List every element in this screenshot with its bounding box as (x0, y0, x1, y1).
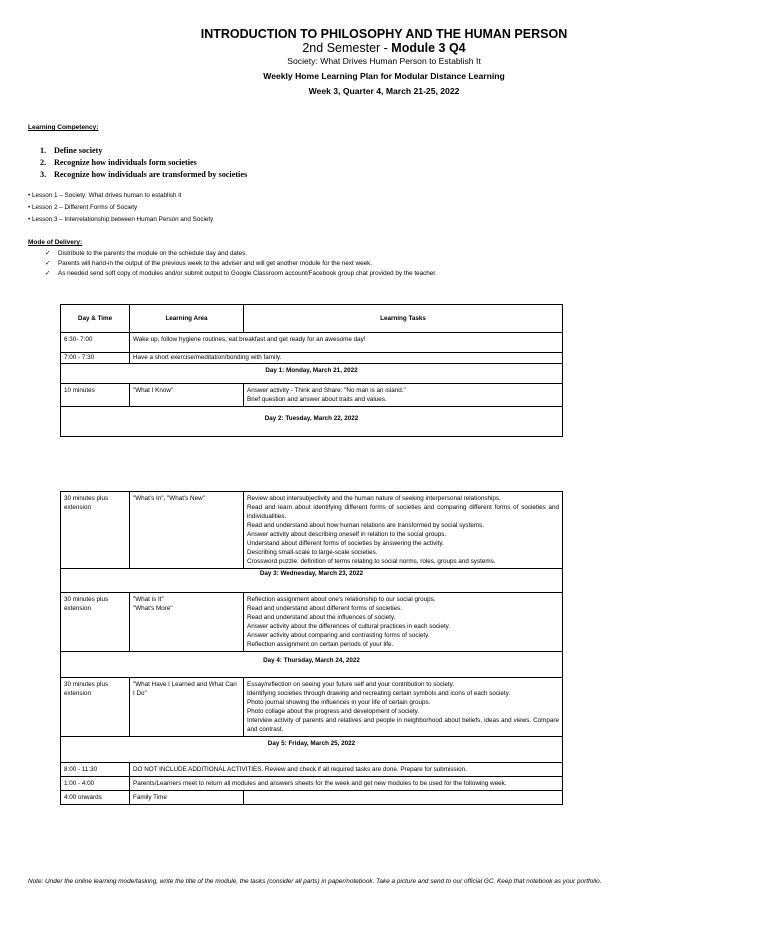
header-day-time: Day & Time (61, 305, 130, 333)
time-cell: 30 minutes plus extension (61, 492, 130, 569)
task-cell: DO NOT INCLUDE ADDITIONAL ACTIVITIES. Review and check if all required tasks are done. Prepare for submission. (130, 763, 563, 777)
delivery-item: ✓ Parents will hand-in the output of the previous week to the adviser and will get another module for the next week. (45, 260, 372, 267)
area-cell: "What Have I Learned and What Can I Do" (130, 678, 244, 737)
time-cell: 7:00 - 7:30 (61, 353, 130, 364)
delivery-item: ✓ Distribute to the parents the module on the schedule day and dates. (45, 250, 248, 257)
task-cell: Essay/reflection on seeing your future self and your contribution to society. Identifying societies through drawing and recreating certain symbols and icons of each society. Photo journal showing the influences in your life of certain groups. Photo collage about the progress and development of society. Interview activity of parents and relatives and people in neighborhood about beliefs, ideas and views. Compare and contrast. (244, 678, 563, 737)
check-icon: ✓ (45, 270, 51, 277)
time-cell: 6:30- 7:00 (61, 333, 130, 353)
day-header: Day 2: Tuesday, March 22, 2022 (61, 407, 563, 437)
document-subtitle: Society: What Drives Human Person to Establish It (287, 56, 481, 66)
day-header: Day 4: Thursday, March 24, 2022 (61, 652, 563, 678)
time-cell: 1:00 - 4:00 (61, 777, 130, 791)
task-cell: Review about intersubjectivity and the human nature of seeking interpersonal relationships. Read and learn about identifying different forms of societies and comparing different forms of societies and individualities. Read and understand about how human relations are transformed by social systems. Answer activity about describing oneself in relation to the social groups. Understand about different forms of societies by answering the activity. Describing small-scale to large-scale societies. Crossword puzzle: definition of terms relating to social norms, roles, groups and systems. (244, 492, 563, 569)
task-cell: Parents/Learners meet to return all modules and answers sheets for the week and get new modules to be used for the following week. (130, 777, 563, 791)
module-label: Module 3 Q4 (391, 41, 466, 55)
header-learning-tasks: Learning Tasks (244, 305, 563, 333)
lesson-item: • Lesson 3 – Interrelationship between Human Person and Society (28, 216, 214, 223)
lesson-item: • Lesson 1 – Society: What drives human to establish it (28, 192, 182, 199)
plan-title: Weekly Home Learning Plan for Modular Distance Learning (263, 71, 505, 81)
header-learning-area: Learning Area (130, 305, 244, 333)
time-cell: 30 minutes plus extension (61, 678, 130, 737)
empty-cell (244, 791, 563, 805)
competency-item: 2. Recognize how individuals form societies (40, 158, 197, 167)
area-cell: "What I Know" (130, 384, 244, 407)
time-cell: 8:00 - 11:30 (61, 763, 130, 777)
day-header: Day 5: Friday, March 25, 2022 (61, 737, 563, 763)
lesson-item: • Lesson 2 – Different Forms of Society (28, 204, 138, 211)
delivery-heading: Mode of Delivery: (28, 239, 83, 246)
time-cell: 10 minutes (61, 384, 130, 407)
time-cell: 30 minutes plus extension (61, 593, 130, 652)
time-cell: 4:00 onwards (61, 791, 130, 805)
competency-heading: Learning Competency: (28, 124, 99, 131)
week-line: Week 3, Quarter 4, March 21-25, 2022 (308, 86, 460, 96)
task-cell: Wake up, follow hygiene routines, eat breakfast and get ready for an awesome day! (130, 333, 563, 353)
day-header: Day 1: Monday, March 21, 2022 (61, 364, 563, 384)
schedule-table-1 (60, 304, 563, 437)
check-icon: ✓ (45, 250, 51, 257)
schedule-table-2 (60, 491, 563, 805)
competency-item: 3. Recognize how individuals are transformed by societies (40, 170, 248, 179)
task-cell: Have a short exercise/meditation/bonding with family. (130, 353, 563, 364)
task-cell: Family Time (130, 791, 244, 805)
task-cell: Answer activity - Think and Share: "No man is an island." Brief question and answer about traits and values. (244, 384, 563, 407)
area-cell: "What is It" "What's More" (130, 593, 244, 652)
check-icon: ✓ (45, 260, 51, 267)
day-header: Day 3: Wednesday, March 23, 2022 (61, 569, 563, 593)
area-cell: "What's In", "What's New" (130, 492, 244, 569)
semester-label: 2nd Semester - (302, 41, 392, 55)
task-cell: Reflection assignment about one's relationship to our social groups. Read and understand about different forms of societies. Read and understand about the influences of society. Answer activity about the differences of cultural practices in each society. Answer activity about comparing and contrasting forms of society. Reflection assignment on certain periods of your life. (244, 593, 563, 652)
delivery-item: ✓ As needed send soft copy of modules and/or submit output to Google Classroom account/Facebook group chat provided by the teacher. (45, 270, 437, 277)
competency-item: 1. Define society (40, 146, 103, 155)
semester-line (0, 41, 768, 55)
document-title: INTRODUCTION TO PHILOSOPHY AND THE HUMAN PERSON (200, 27, 568, 41)
footer-note: Note: Under the online learning mode/tasking, write the title of the module, the tasks (consider all parts) in paper/notebook. Take a picture and send to our official GC. Keep that notebook as your portfolio. (28, 878, 602, 885)
